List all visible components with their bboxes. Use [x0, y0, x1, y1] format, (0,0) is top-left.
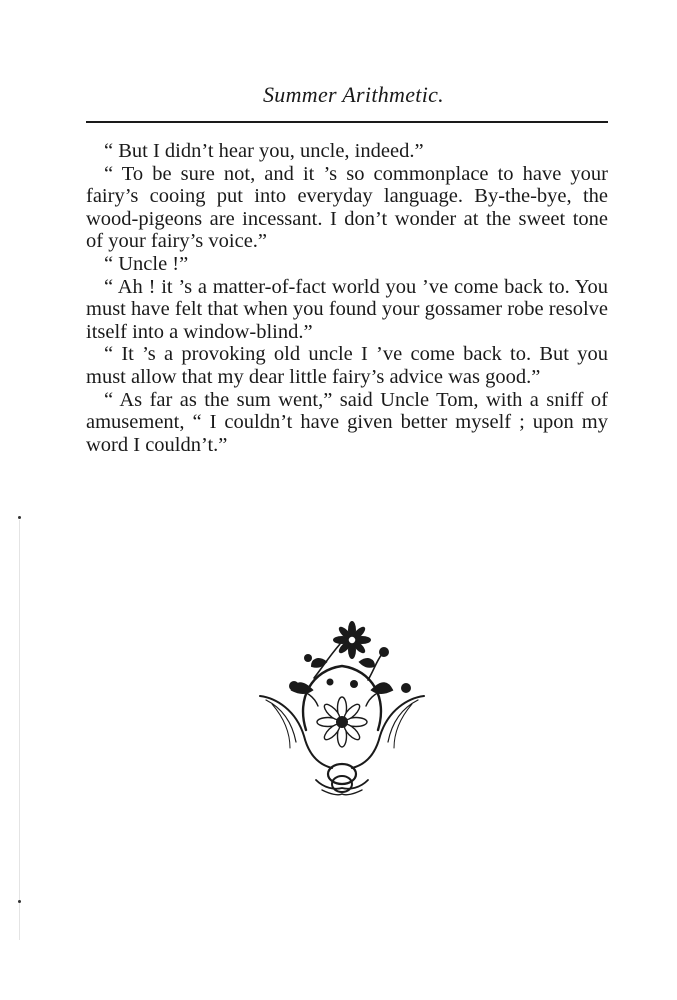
floral-tailpiece-icon: [256, 618, 428, 804]
paragraph: “ But I didn’t hear you, uncle, indeed.”: [104, 140, 424, 162]
paragraph: “ It ’s a provoking old uncle I ’ve come back to. But you must allow that my dear little fairy’s advice was good.”: [86, 343, 608, 388]
paragraph: “ Uncle !”: [104, 252, 189, 275]
paragraph: “ Ah ! it ’s a matter-of-fact world you ’ve come back to. You must have felt that when you found your gossamer robe resolve itself into a window-blind.”: [86, 275, 608, 343]
running-head: Summer Arithmetic.: [263, 82, 444, 107]
page-edge-line: [19, 520, 20, 940]
stray-mark: [18, 900, 21, 903]
header-rule: [86, 121, 608, 123]
paragraph: “ As far as the sum went,” said Uncle Tom, with a sniff of amusement, “ I couldn’t have given better myself ; upon my word I couldn’t.”: [86, 388, 608, 456]
body-text: [86, 140, 608, 456]
paragraph: “ To be sure not, and it ’s so commonplace to have your fairy’s cooing put into everyday language. By-the-bye, the wood-pigeons are incessant. I don’t wonder at the sweet tone of your fairy’s voice.”: [86, 162, 608, 253]
stray-mark: [18, 516, 21, 519]
